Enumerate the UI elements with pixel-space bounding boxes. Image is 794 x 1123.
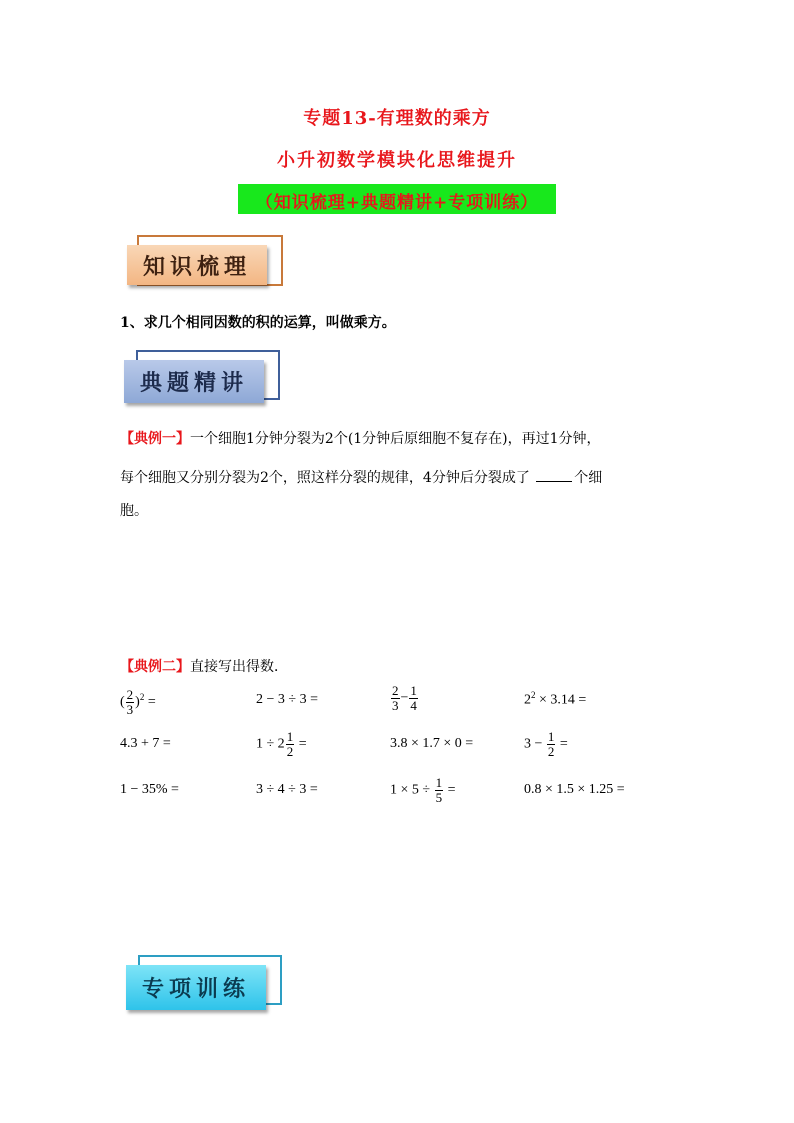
expr-pre: 3 −: [524, 736, 546, 752]
expr-r2c4: [524, 730, 568, 759]
expr-r1c2: 2 − 3 ÷ 3 =: [256, 692, 318, 707]
minus-sign: −: [400, 690, 409, 706]
example2-tag: 【典例二】: [120, 659, 190, 675]
document-subtitle: 小升初数学模块化思维提升: [277, 150, 517, 171]
example2-heading: [120, 656, 288, 676]
example1-line2: [120, 467, 602, 487]
expr-r2c2: [256, 730, 307, 759]
fraction: $\frac{1}{5}$: [435, 775, 443, 805]
example1-tag: 【典例一】: [120, 431, 190, 447]
expr-r1c1: [120, 688, 156, 717]
paren-open: (: [120, 694, 125, 710]
fraction: $\frac{2}{3}$: [126, 687, 134, 717]
banner-label: 专项训练: [126, 965, 266, 1010]
example1-line1: [120, 428, 601, 448]
equals: =: [144, 694, 156, 710]
section-banner-training: [126, 955, 282, 1017]
equals: =: [295, 736, 307, 752]
expr-pre: 1 ÷ 2: [256, 736, 285, 752]
expr-r1c3: [390, 684, 419, 713]
banner-label: 知识梳理: [127, 245, 267, 285]
equals: =: [444, 782, 456, 798]
example1-line3: 胞。: [120, 503, 148, 519]
answer-blank[interactable]: [536, 467, 572, 482]
example1-text: 一个细胞1分钟分裂为2个(1分钟后原细胞不复存在)，再过1分钟，: [190, 431, 601, 447]
fraction: $\frac{1}{2}$: [286, 729, 294, 759]
fraction: $\frac{1}{2}$: [547, 729, 555, 759]
document-title: 专题13-有理数的乘方: [303, 108, 491, 129]
paren-close: ): [135, 694, 140, 710]
expr-r3c4: 0.8 × 1.5 × 1.25 =: [524, 782, 625, 797]
expr-r3c2: 3 ÷ 4 ÷ 3 =: [256, 782, 318, 797]
document-tagline: （知识梳理+典题精讲+专项训练）: [255, 193, 539, 213]
expr-r3c3: [390, 776, 456, 805]
section-banner-knowledge: [127, 235, 282, 289]
example1-text2: 每个细胞又分别分裂为2个，照这样分裂的规律，4分钟后分裂成了: [120, 470, 530, 486]
equals: =: [556, 736, 568, 752]
expr-r1c4: [524, 690, 586, 709]
fraction: $\frac{2}{3}$: [392, 683, 399, 713]
expr-rest: × 3.14 =: [535, 692, 587, 708]
expr-r3c1: 1 − 35% =: [120, 782, 179, 797]
section-banner-examples: [124, 350, 280, 408]
expr-pre: 1 × 5 ÷: [390, 782, 434, 798]
base: 2: [524, 692, 531, 708]
fraction: $\frac{1}{4}$: [410, 683, 417, 713]
knowledge-point: 1、求几个相同因数的积的运算，叫做乘方。: [120, 315, 396, 331]
banner-label: 典题精讲: [124, 360, 264, 403]
exponent: 2: [531, 690, 536, 700]
exponent: 2: [139, 692, 145, 703]
example2-instruction: 直接写出得数．: [190, 659, 288, 675]
example1-text2b: 个细: [574, 470, 603, 486]
expr-r2c1: 4.3 + 7 =: [120, 736, 171, 751]
expr-r2c3: 3.8 × 1.7 × 0 =: [390, 736, 474, 751]
